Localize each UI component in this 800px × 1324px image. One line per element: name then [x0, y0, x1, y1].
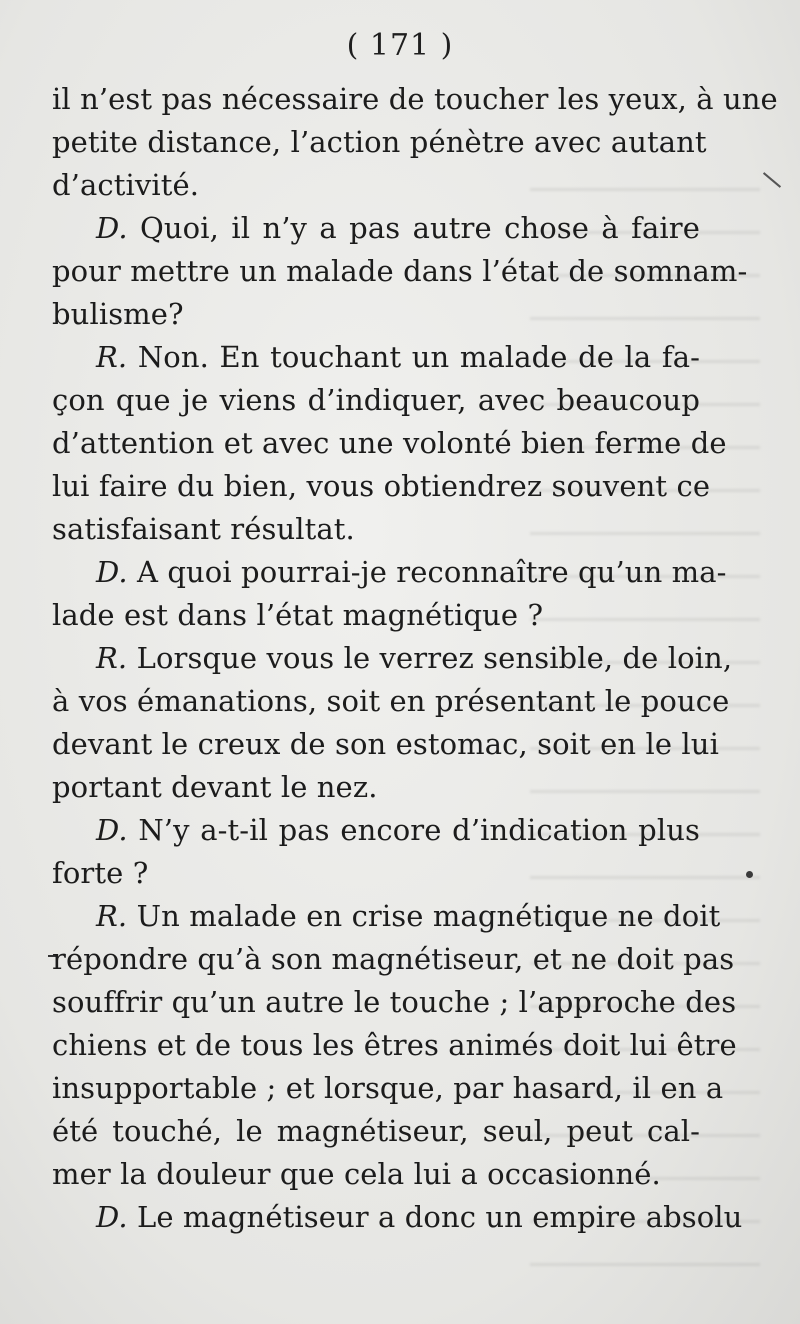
question-text: A quoi pourrai-je reconnaître qu’un ma-: [136, 555, 727, 589]
text-line: forte ?: [52, 856, 149, 890]
text-line: pour mettre un malade dans l’état de somnam-: [52, 254, 748, 288]
text-line: bulisme?: [52, 297, 184, 331]
question-text: Le magnétiseur a donc un empire absolu: [136, 1200, 743, 1234]
question-line: [52, 809, 700, 852]
text-line: souffrir qu’un autre le touche ; l’approche des: [52, 985, 737, 1019]
text-line: devant le creux de son estomac, soit en le lui: [52, 727, 719, 761]
question-text: Quoi, il n’y a pas autre chose à faire: [140, 211, 700, 245]
text-line: lui faire du bien, vous obtiendrez souvent ce: [52, 469, 711, 503]
text-line: répondre qu’à son magnétiseur, et ne doit pas: [52, 942, 735, 976]
text-line: lade est dans l’état magnétique ?: [52, 598, 544, 632]
text-line: il n’est pas nécessaire de toucher les yeux, à une: [52, 82, 778, 116]
speaker-label: D.: [96, 813, 128, 847]
speaker-label: D.: [96, 211, 128, 245]
question-text: N’y a-t-il pas encore d’indication plus: [138, 813, 700, 847]
question-line: [52, 551, 727, 594]
text-line: insupportable ; et lorsque, par hasard, il en a: [52, 1071, 724, 1105]
answer-line: [52, 336, 700, 379]
text-line: été touché, le magnétiseur, seul, peut cal-: [52, 1114, 700, 1148]
answer-text: Lorsque vous le verrez sensible, de loin,: [136, 641, 733, 675]
text-line: portant devant le nez.: [52, 770, 378, 804]
speaker-label: R.: [96, 340, 128, 374]
text-line: d’attention et avec une volonté bien ferme de: [52, 426, 727, 460]
speaker-label: D.: [96, 555, 128, 589]
text-line: d’activité.: [52, 168, 200, 202]
answer-text: Non. En touchant un malade de la fa-: [137, 340, 700, 374]
text-line: petite distance, l’action pénètre avec autant: [52, 125, 707, 159]
question-line: [52, 1196, 743, 1239]
margin-mark: [763, 172, 781, 188]
speaker-label: R.: [96, 899, 128, 933]
question-line: [52, 207, 700, 250]
answer-line: [52, 895, 721, 938]
text-line: à vos émanations, soit en présentant le pouce: [52, 684, 730, 718]
text-line: mer la douleur que cela lui a occasionné.: [52, 1157, 661, 1191]
text-line: çon que je viens d’indiquer, avec beaucoup: [52, 383, 700, 417]
answer-text: Un malade en crise magnétique ne doit: [136, 899, 721, 933]
text-line: satisfaisant résultat.: [52, 512, 355, 546]
page-number: ( 171 ): [346, 28, 454, 63]
speaker-label: R.: [96, 641, 128, 675]
margin-dot: [746, 871, 753, 878]
speaker-label: D.: [96, 1200, 128, 1234]
answer-line: [52, 637, 733, 680]
page-text: [52, 78, 778, 1239]
text-line: chiens et de tous les êtres animés doit lui être: [52, 1028, 737, 1062]
